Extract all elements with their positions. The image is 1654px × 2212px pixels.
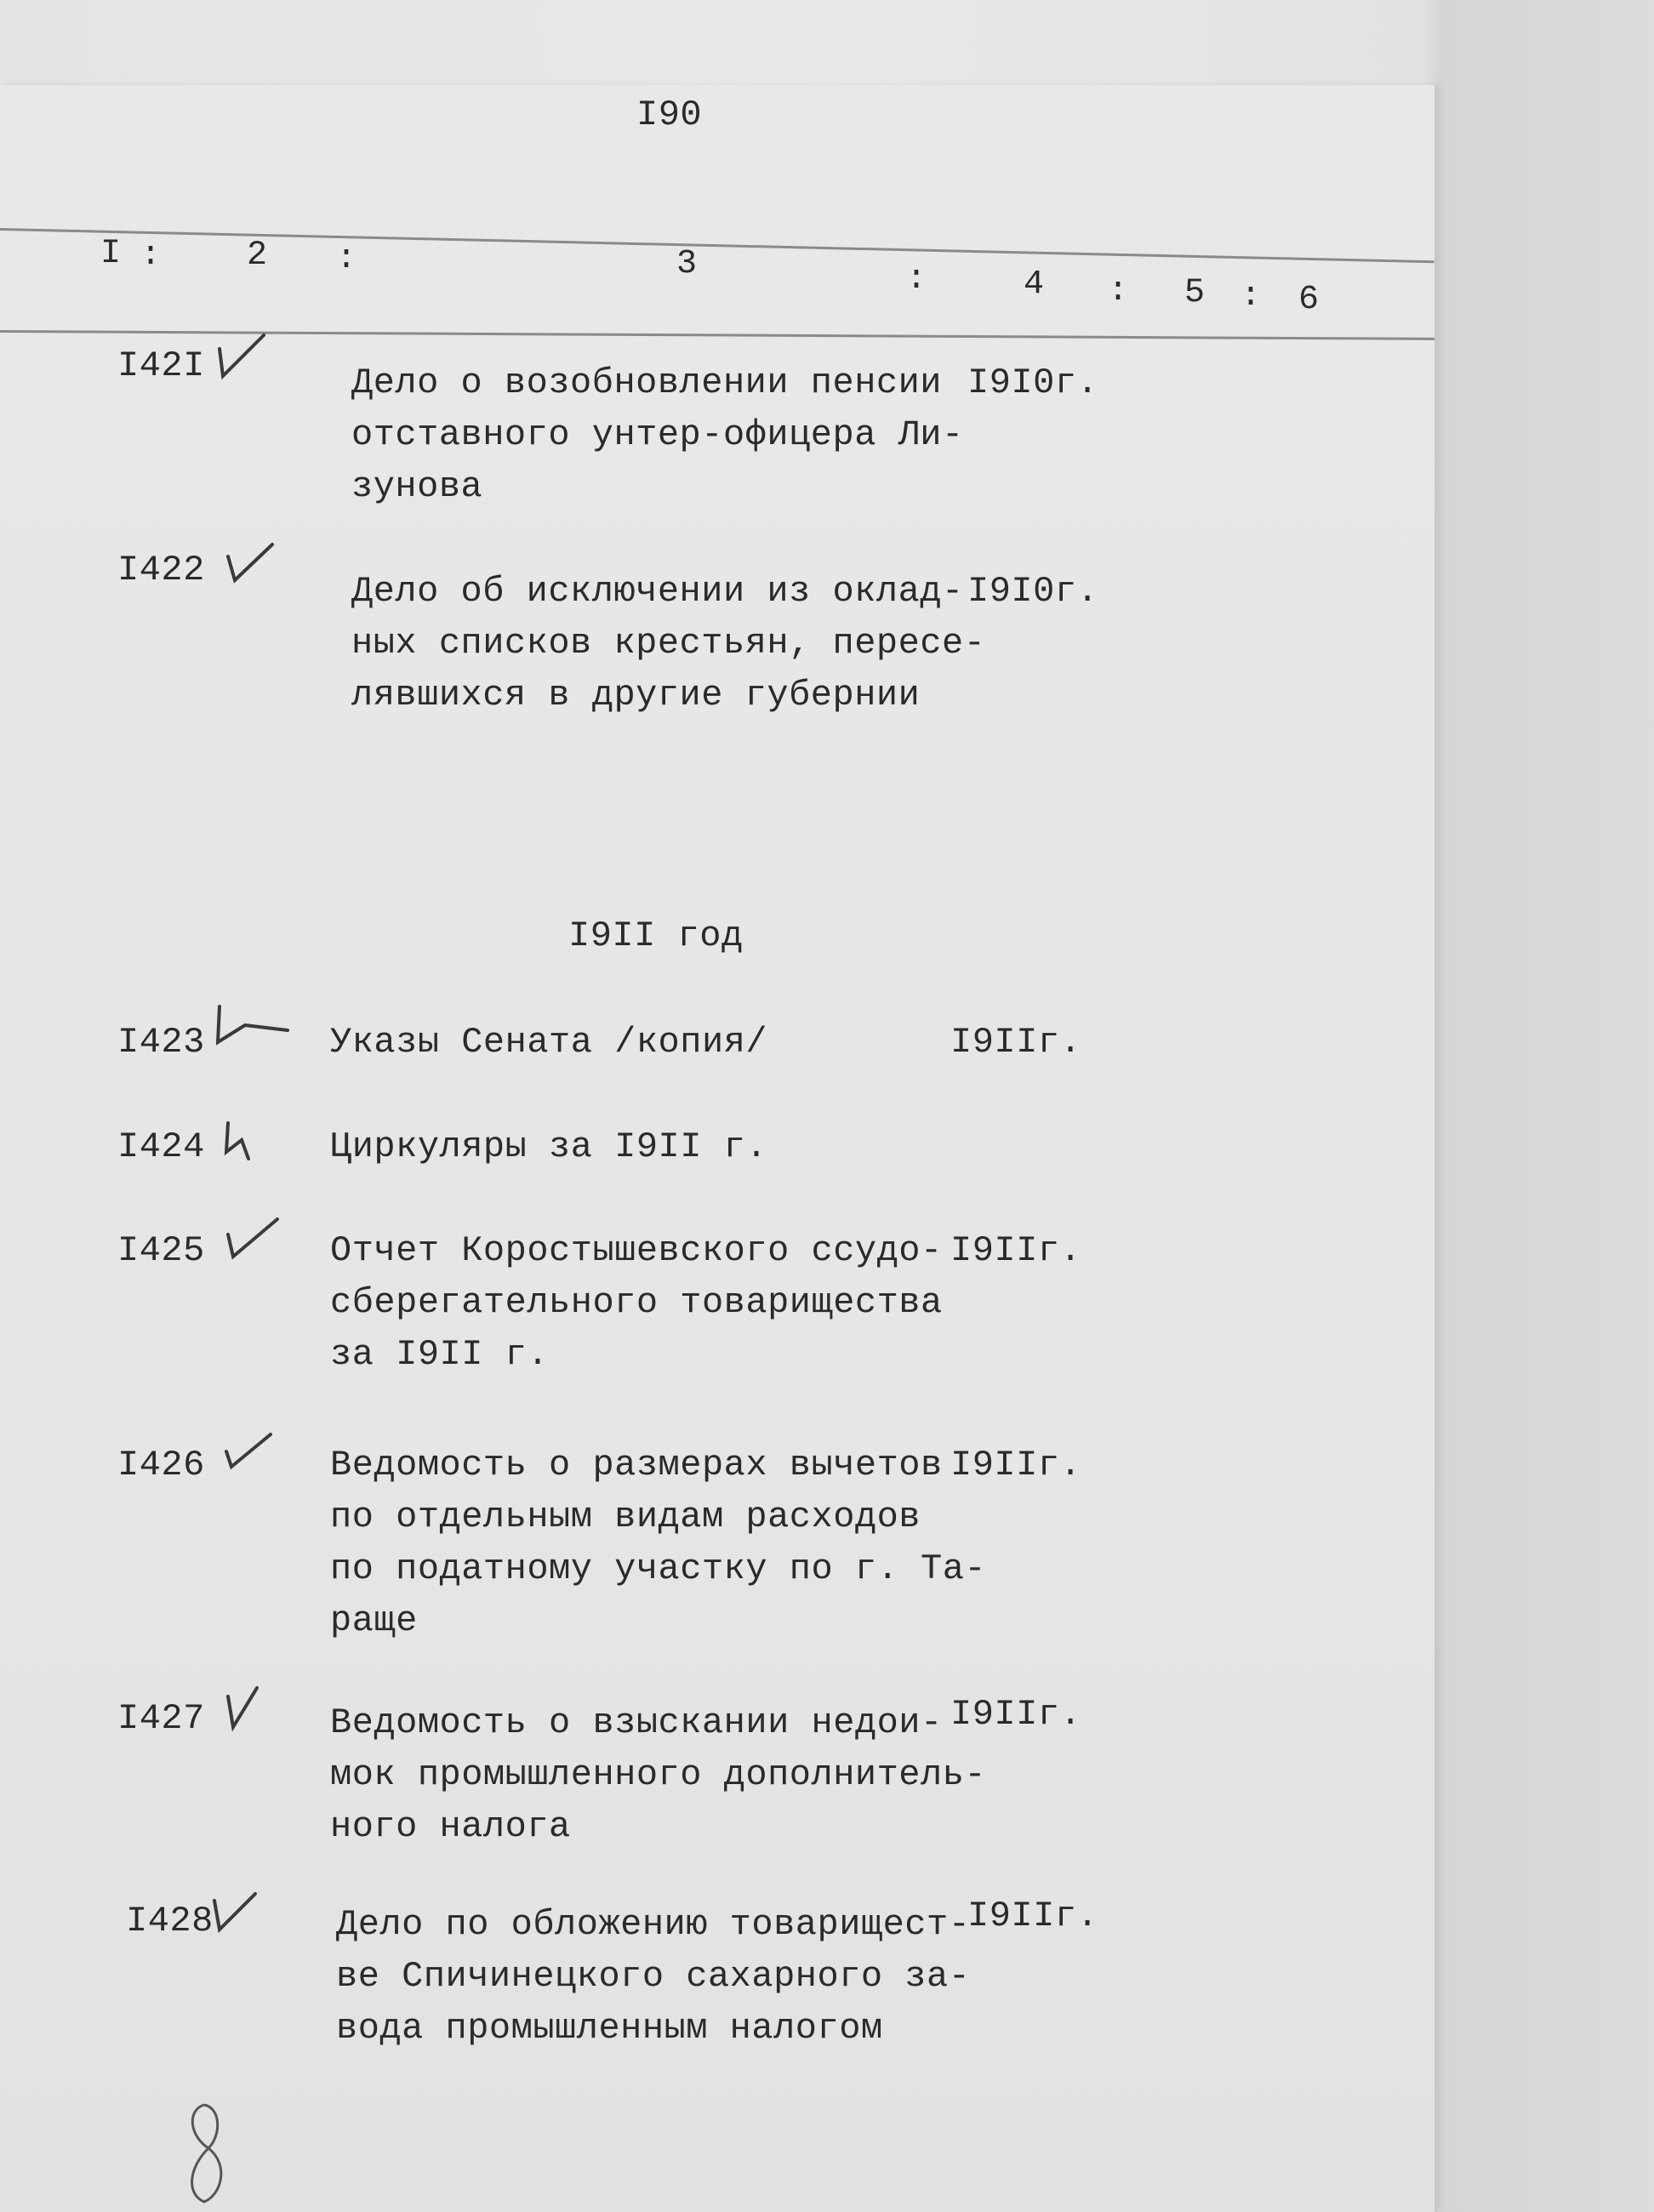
- column-header: 5: [1184, 274, 1206, 312]
- checkmark-icon: [220, 1115, 279, 1166]
- entry-number: I426: [117, 1445, 205, 1485]
- checkmark-icon: [223, 1685, 282, 1736]
- entry-year: I9IIг.: [950, 1230, 1082, 1271]
- entry-description-line: Дело по обложению товарищест-: [336, 1904, 971, 1945]
- column-header: 6: [1298, 281, 1320, 319]
- entry-number: I424: [117, 1126, 205, 1167]
- checkmark-icon: [223, 1212, 282, 1263]
- entry-description-line: сберегательного товарищества: [330, 1282, 943, 1323]
- entry-number: I428: [126, 1901, 214, 1941]
- column-header: I: [100, 235, 122, 273]
- entry-number: I423: [117, 1022, 205, 1063]
- entry-description-line: ных списков крестьян, пересе-: [351, 623, 986, 664]
- column-separator: :: [140, 237, 162, 275]
- column-header: 2: [247, 237, 268, 275]
- checkmark-icon: [213, 332, 272, 383]
- entry-description-line: ве Спичинецкого сахарного за-: [336, 1956, 971, 1997]
- entry-description-line: Указы Сената /копия/: [330, 1022, 768, 1063]
- entry-description-line: Ведомость о размерах вычетов: [330, 1445, 943, 1485]
- entry-description-line: Циркуляры за I9II г.: [330, 1126, 768, 1167]
- column-separator: :: [1240, 277, 1262, 316]
- entry-number: I42I: [117, 345, 205, 386]
- section-heading: I9II год: [568, 915, 744, 956]
- column-separator: :: [906, 260, 927, 299]
- handwritten-mark-icon: [170, 2101, 247, 2205]
- entry-description-line: зунова: [351, 466, 483, 507]
- entry-number: I425: [117, 1230, 205, 1271]
- page-number: I90: [636, 94, 703, 135]
- entry-description-line: Ведомость о взыскании недои-: [330, 1702, 943, 1743]
- column-header: 3: [676, 245, 698, 283]
- entry-year: I9IIг.: [950, 1445, 1082, 1485]
- checkmark-icon: [223, 1429, 282, 1480]
- entry-year: I9IIг.: [950, 1694, 1082, 1735]
- entry-description-line: Дело о возобновлении пенсии: [351, 362, 943, 403]
- entry-description-line: раще: [330, 1600, 418, 1641]
- entry-description-line: Дело об исключении из оклад-: [351, 571, 964, 612]
- entry-description-line: отставного унтер-офицера Ли-: [351, 414, 964, 455]
- column-header: 4: [1024, 265, 1045, 304]
- checkmark-icon: [211, 1000, 296, 1051]
- checkmark-icon: [209, 1887, 269, 1938]
- entry-year: I9IIг.: [967, 1896, 1099, 1936]
- entry-description-line: вода промышленным налогом: [336, 2008, 883, 2049]
- entry-description-line: Отчет Коростышевского ссудо-: [330, 1230, 943, 1271]
- checkmark-icon: [223, 538, 282, 589]
- column-separator: :: [1108, 272, 1129, 311]
- entry-number: I427: [117, 1698, 205, 1739]
- entry-year: I9IIг.: [950, 1022, 1082, 1063]
- column-separator: :: [336, 240, 357, 278]
- entry-description-line: лявшихся в другие губернии: [351, 675, 921, 715]
- entry-year: I9I0г.: [967, 571, 1099, 612]
- entry-description-line: за I9II г.: [330, 1334, 550, 1375]
- entry-year: I9I0г.: [967, 362, 1099, 403]
- entry-description-line: по отдельным видам расходов: [330, 1497, 921, 1537]
- entry-description-line: по податному участку по г. Та-: [330, 1548, 987, 1589]
- entry-description-line: мок промышленного дополнитель-: [330, 1754, 987, 1795]
- entry-number: I422: [117, 550, 205, 590]
- entry-description-line: ного налога: [330, 1806, 571, 1847]
